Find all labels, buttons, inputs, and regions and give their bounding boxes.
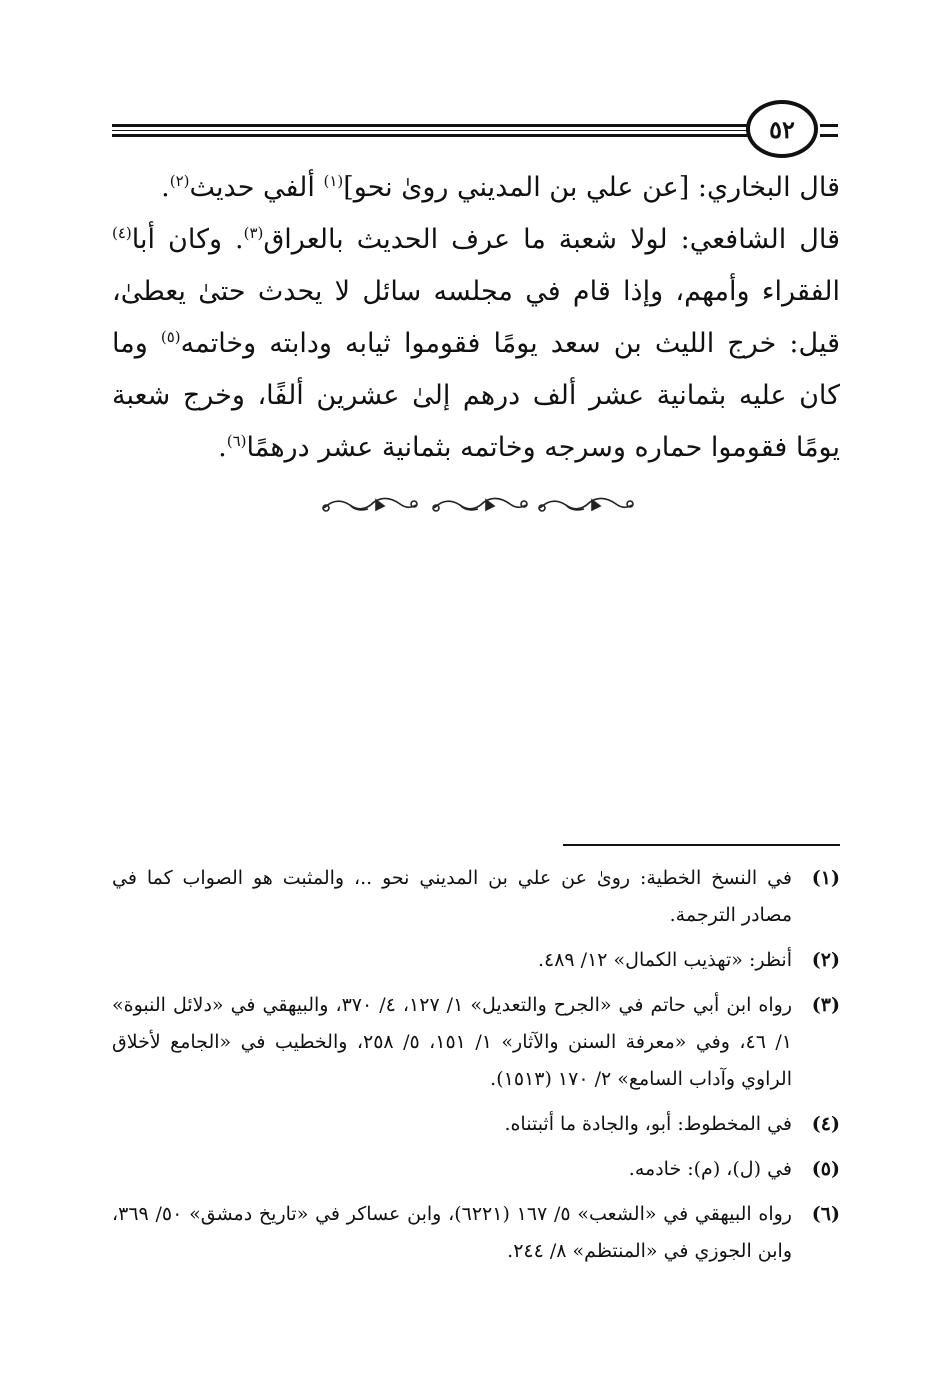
footnote-ref: (٢)	[169, 172, 190, 190]
paragraph-text: قال البخاري: [عن علي بن المديني روىٰ نحو]	[343, 172, 840, 203]
paragraph-text: . وكان أبا	[131, 224, 244, 255]
footnote-number: (٣)	[811, 994, 840, 1016]
ornament-divider-icon	[316, 490, 636, 520]
footnote-item	[112, 1196, 840, 1270]
header-rule-middle	[112, 130, 752, 131]
footnote-ref: (٦)	[226, 432, 247, 450]
paragraph-text: الفقراء وأمهم، وإذا قام في مجلسه سائل لا يحدث حتىٰ يعطىٰ، قيل: خرج الليث بن سعد يومًا فقوموا ثيابه ودابته وخاتمه	[112, 276, 840, 359]
footnote-text: رواه ابن أبي حاتم في «الجرح والتعديل» ١/ ١٢٧، ٤/ ٣٧٠، والبيهقي في «دلائل النبوة» ١/ ٤٦، وفي «معرفة السنن والآثار» ١/ ١٥١، ٥/ ٢٥٨، والخطيب في «الجامع لأخلاق الراوي وآداب السامع» ٢/ ١٧٠ (١٥١٣).	[112, 994, 792, 1090]
footnote-text: في النسخ الخطية: روىٰ عن علي بن المديني نحو ..، والمثبت هو الصواب كما في مصادر الترجمة.	[112, 867, 792, 926]
footnote-text: رواه البيهقي في «الشعب» ٥/ ١٦٧ (٦٢٢١)، وابن عساكر في «تاريخ دمشق» ٥٠/ ٣٦٩، وابن الجوزي في «المنتظم» ٨/ ٢٤٤.	[112, 1203, 792, 1262]
paragraph-text: قال الشافعي: لولا شعبة ما عرف الحديث بالعراق	[263, 224, 840, 255]
footnote-ref: (٣)	[243, 224, 264, 242]
footnote-item	[112, 1151, 840, 1188]
footnote-ref: (٥)	[160, 328, 181, 346]
footnote-number: (٢)	[811, 949, 840, 971]
footnote-number: (١)	[811, 867, 840, 889]
page-number: ٥٢	[746, 100, 818, 158]
header-rule-top	[112, 124, 752, 127]
paragraph-1	[112, 162, 840, 214]
footnote-item	[112, 860, 840, 934]
footnote-number: (٥)	[811, 1158, 840, 1180]
footnote-text: في المخطوط: أبو، والجادة ما أثبتناه.	[504, 1113, 792, 1135]
main-text	[112, 162, 840, 474]
header-rule-tail-top	[820, 124, 838, 127]
paragraph-2	[112, 214, 840, 474]
footnote-item	[112, 1106, 840, 1143]
footnote-item	[112, 987, 840, 1098]
header-rule-tail-bottom	[820, 134, 838, 137]
footnotes	[112, 860, 840, 1278]
footnote-item	[112, 942, 840, 979]
footnote-ref: (٤)	[112, 224, 132, 242]
paragraph-text: .	[218, 432, 227, 463]
footnote-text: في (ل)، (م): خادمه.	[628, 1158, 792, 1180]
header-rule-bottom	[112, 134, 752, 137]
footnote-text: أنظر: «تهذيب الكمال» ١٢/ ٤٨٩.	[537, 949, 792, 971]
footnote-number: (٦)	[811, 1203, 840, 1225]
paragraph-text: وما كان عليه بثمانية عشر ألف درهم إلىٰ عشرين ألفًا، وخرج شعبة يومًا فقوموا حماره وسرجه وخاتمه بثمانية عشر درهمًا	[112, 328, 840, 463]
footnote-number: (٤)	[811, 1113, 840, 1135]
footnote-separator	[563, 844, 840, 846]
paragraph-text: .	[161, 172, 170, 203]
paragraph-text: ألفي حديث	[189, 172, 324, 203]
footnote-ref: (١)	[323, 172, 344, 190]
